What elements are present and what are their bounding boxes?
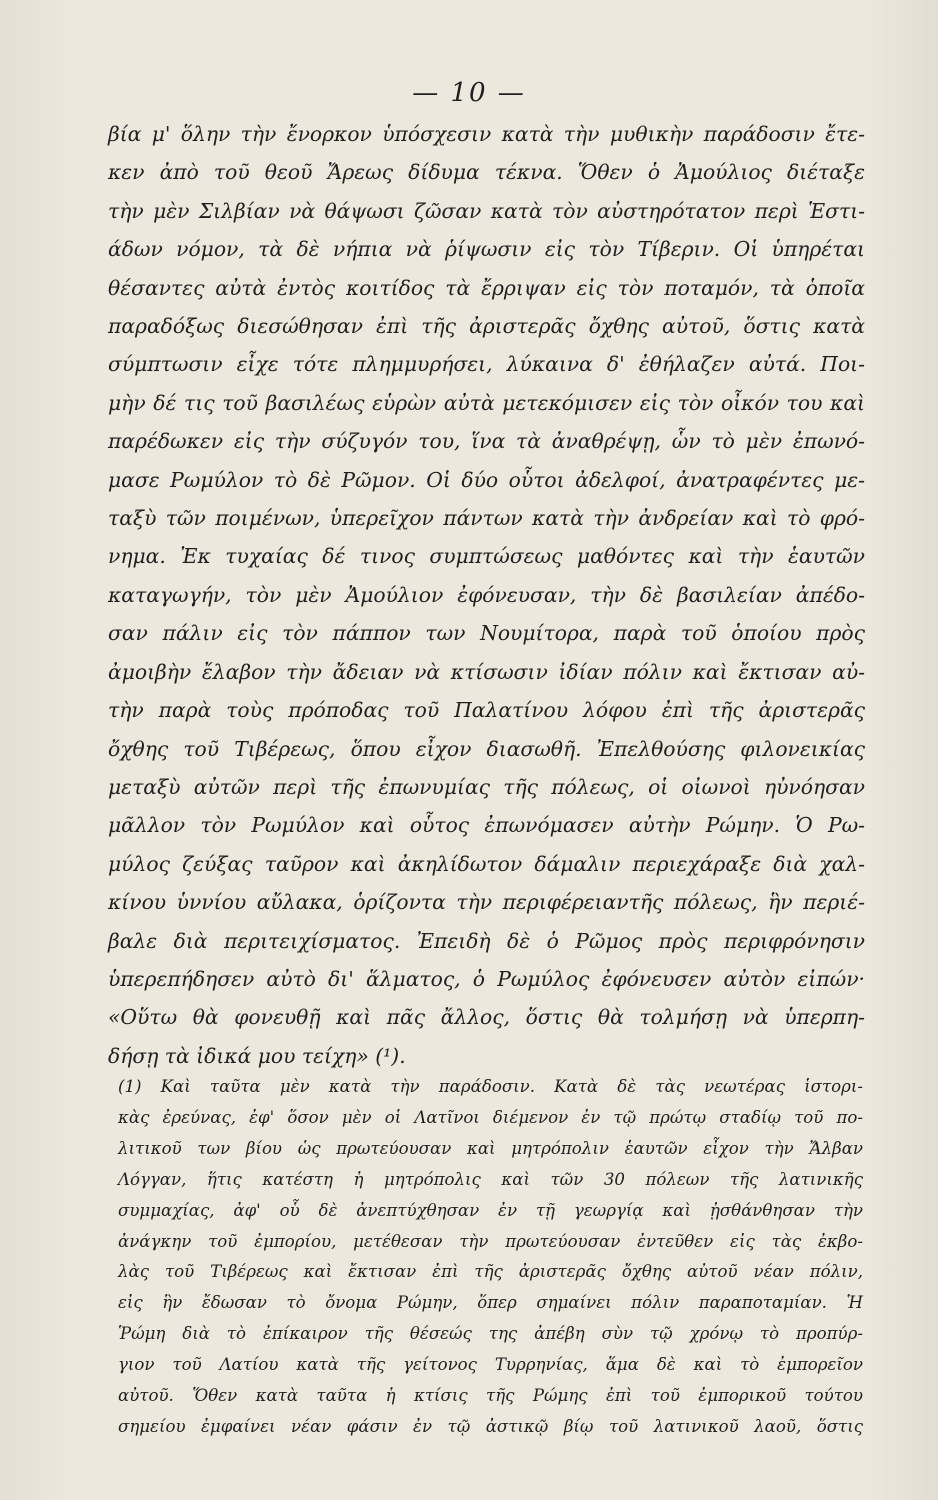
- text-line: βία μ' ὅλην τὴν ἔνορκον ὑπόσχεσιν κατὰ τὴν μυθικὴν παράδοσιν ἔτε-: [108, 122, 865, 146]
- footnote-line: εἰς ἣν ἔδωσαν τὸ ὄνομα Ρώμην, ὅπερ σημαίνει πόλιν παραποταμίαν. Ἡ: [118, 1293, 863, 1313]
- footnote-line: ἀνάγκην τοῦ ἐμπορίου, μετέθεσαν τὴν πρωτεύουσαν ἐντεῦθεν εἰς τὰς ἐκβο-: [118, 1231, 863, 1251]
- text-line: σύμπτωσιν εἶχε τότε πλημμυρήσει, λύκαινα δ' ἐθήλαζεν αὐτά. Ποι-: [108, 352, 865, 377]
- footnote-line: κὰς ἐρεύνας, ἐφ' ὅσον μὲν οἱ Λατῖνοι διέμενον ἐν τῷ πρώτῳ σταδίῳ τοῦ πο-: [118, 1107, 863, 1127]
- text-line: μεταξὺ αὐτῶν περὶ τῆς ἐπωνυμίας τῆς πόλεως, οἱ οἰωνοὶ ηὐνόησαν: [108, 774, 865, 799]
- text-line: κίνου ὑννίου αὔλακα, ὁρίζοντα τὴν περιφέρειαντῆς πόλεως, ἣν περιέ-: [108, 890, 865, 915]
- text-line: τὴν μὲν Σιλβίαν νὰ θάψωσι ζῶσαν κατὰ τὸν αὐστηρότατον περὶ Ἑστι-: [108, 198, 865, 223]
- text-line: ὑπερεπήδησεν αὐτὸ δι' ἅλματος, ὁ Ρωμύλος ἐφόνευσεν αὐτὸν εἰπών·: [108, 966, 865, 991]
- text-line: καταγωγήν, τὸν μὲν Ἀμούλιον ἐφόνευσαν, τὴν δὲ βασιλείαν ἀπέδο-: [108, 582, 865, 607]
- text-line: σαν πάλιν εἰς τὸν πάππον των Νουμίτορα, παρὰ τοῦ ὁποίου πρὸς: [108, 621, 865, 646]
- text-line: κεν ἀπὸ τοῦ θεοῦ Ἄρεως δίδυμα τέκνα. Ὅθεν ὁ Ἀμούλιος διέταξε: [108, 160, 865, 185]
- text-line: τὴν παρὰ τοὺς πρόποδας τοῦ Παλατίνου λόφου ἐπὶ τῆς ἀριστερᾶς: [108, 698, 865, 723]
- footnote-line: λὰς τοῦ Τιβέρεως καὶ ἔκτισαν ἐπὶ τῆς ἀριστερᾶς ὄχθης αὐτοῦ νέαν πόλιν,: [118, 1262, 863, 1282]
- page-number: — 10 —: [412, 78, 526, 108]
- main-text: [108, 115, 865, 1075]
- text-line: μὴν δέ τις τοῦ βασιλέως εὑρὼν αὐτὰ μετεκόμισεν εἰς τὸν οἶκόν του καὶ: [108, 390, 865, 415]
- text-line: μύλος ζεύξας ταῦρον καὶ ἀκηλίδωτον δάμαλιν περιεχάραξε διὰ χαλ-: [108, 851, 865, 876]
- footnote-line: σημείου ἐμφαίνει νέαν φάσιν ἐν τῷ ἀστικῷ βίῳ τοῦ λατινικοῦ λαοῦ, ὅστις: [118, 1416, 863, 1436]
- text-line: ὄχθης τοῦ Τιβέρεως, ὅπου εἶχον διασωθῆ. Ἐπελθούσης φιλονεικίας: [108, 736, 865, 761]
- footnote-line: Ῥώμη διὰ τὸ ἐπίκαιρον τῆς θέσεώς της ἀπέβη σὺν τῷ χρόνῳ τὸ προπύρ-: [118, 1324, 863, 1344]
- text-line: παρέδωκεν εἰς τὴν σύζυγόν του, ἵνα τὰ ἀναθρέψῃ, ὧν τὸ μὲν ἐπωνό-: [108, 429, 865, 454]
- text-line: παραδόξως διεσώθησαν ἐπὶ τῆς ἀριστερᾶς ὄχθης αὐτοῦ, ὅστις κατὰ: [108, 314, 865, 339]
- text-line: μᾶλλον τὸν Ρωμύλον καὶ οὗτος ἐπωνόμασεν αὐτὴν Ρώμην. Ὁ Ρω-: [108, 813, 865, 838]
- text-line: ταξὺ τῶν ποιμένων, ὑπερεῖχον πάντων κατὰ τὴν ἀνδρείαν καὶ τὸ φρό-: [108, 506, 865, 531]
- text-line: άδων νόμον, τὰ δὲ νήπια νὰ ῥίψωσιν εἰς τὸν Τίβεριν. Οἱ ὑπηρέται: [108, 237, 865, 262]
- footnote-line: αὐτοῦ. Ὅθεν κατὰ ταῦτα ἡ κτίσις τῆς Ρώμης ἐπὶ τοῦ ἐμπορικοῦ τούτου: [118, 1386, 863, 1406]
- text-line: νημα. Ἐκ τυχαίας δέ τινος συμπτώσεως μαθόντες καὶ τὴν ἑαυτῶν: [108, 544, 865, 569]
- text-line: ἀμοιβὴν ἔλαβον τὴν ἄδειαν νὰ κτίσωσιν ἰδίαν πόλιν καὶ ἔκτισαν αὐ-: [108, 659, 865, 684]
- footnote-line: (1) Καὶ ταῦτα μὲν κατὰ τὴν παράδοσιν. Κατὰ δὲ τὰς νεωτέρας ἱστορι-: [118, 1077, 863, 1096]
- text-line: θέσαντες αὐτὰ ἐντὸς κοιτίδος τὰ ἔρριψαν εἰς τὸν ποταμόν, τὰ ὁποῖα: [108, 275, 865, 300]
- footnote: [118, 1072, 863, 1443]
- text-line: «Οὕτω θὰ φονευθῇ καὶ πᾶς ἄλλος, ὅστις θὰ τολμήσῃ νὰ ὑπερπη-: [108, 1005, 865, 1030]
- footnote-line: συμμαχίας, ἀφ' οὗ δὲ ἀνεπτύχθησαν ἐν τῇ γεωργίᾳ καὶ ᾐσθάνθησαν τὴν: [118, 1200, 863, 1220]
- footnote-line: Λόγγαν, ἥτις κατέστη ἡ μητρόπολις καὶ τῶν 30 πόλεων τῆς λατινικῆς: [118, 1169, 863, 1189]
- text-line: μασε Ρωμύλον τὸ δὲ Ρῶμον. Οἱ δύο οὗτοι ἀδελφοί, ἀνατραφέντες με-: [108, 467, 865, 492]
- text-line: βαλε διὰ περιτειχίσματος. Ἐπειδὴ δὲ ὁ Ρῶμος πρὸς περιφρόνησιν: [108, 928, 865, 953]
- footnote-line: γιον τοῦ Λατίου κατὰ τῆς γείτονος Τυρρηνίας, ἅμα δὲ καὶ τὸ ἐμπορεῖον: [118, 1355, 863, 1375]
- footnote-line: λιτικοῦ των βίου ὡς πρωτεύουσαν καὶ μητρόπολιν ἑαυτῶν εἶχον τὴν Ἄλβαν: [118, 1138, 863, 1158]
- text-line: δήσῃ τὰ ἰδικά μου τείχη» (¹).: [108, 1043, 406, 1068]
